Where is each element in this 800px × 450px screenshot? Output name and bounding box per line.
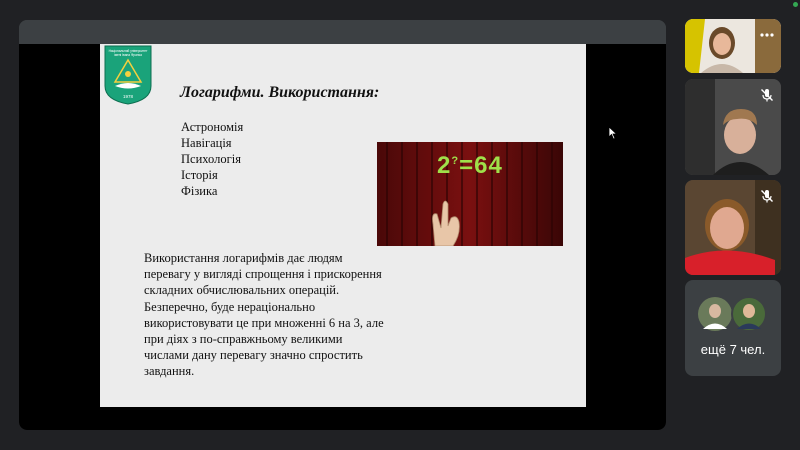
svg-text:імені Івана Франка: імені Івана Франка [114,53,142,57]
university-logo [103,44,153,106]
participant-avatars [685,280,781,340]
presentation-viewport [19,44,666,430]
mouse-cursor-icon [608,126,618,140]
topic-item: Історія [181,168,218,182]
mic-off-icon [759,87,775,103]
topics-list [181,119,243,199]
slide-title: Логарифми. Використання: [180,84,380,101]
more-participants-tile[interactable] [685,280,781,376]
topic-item: Фізика [181,184,218,198]
participant-tile[interactable] [685,19,781,73]
more-participants-label: ещё 7 чел. [700,342,766,357]
slide-paragraph: Використання логарифмів дає людям перевагу у вигляді спрощення і прискорення складних обчислювальних операцій. Безперечно, буде нераціонально використовувати це при множенні 6 на 3, але при діях з по-справжньому великими числами дану перевагу значно спростить завдання. [144,251,384,379]
svg-text:1978: 1978 [122,94,134,99]
participant-tile[interactable] [685,79,781,175]
svg-text:Національний університет: Національний університет [108,49,148,53]
presentation-slide [100,44,586,407]
topic-item: Астрономія [181,120,244,134]
participant-tile[interactable] [685,180,781,275]
topic-item: Навігація [181,136,232,150]
formula-image [377,142,563,246]
formula-text: 2?=64 [437,152,503,179]
stage-header [19,20,666,44]
recording-indicator [793,2,798,7]
presentation-stage [19,20,666,430]
mic-off-icon [759,188,775,204]
more-vert-icon[interactable] [759,27,775,43]
topic-item: Психологія [181,152,241,166]
